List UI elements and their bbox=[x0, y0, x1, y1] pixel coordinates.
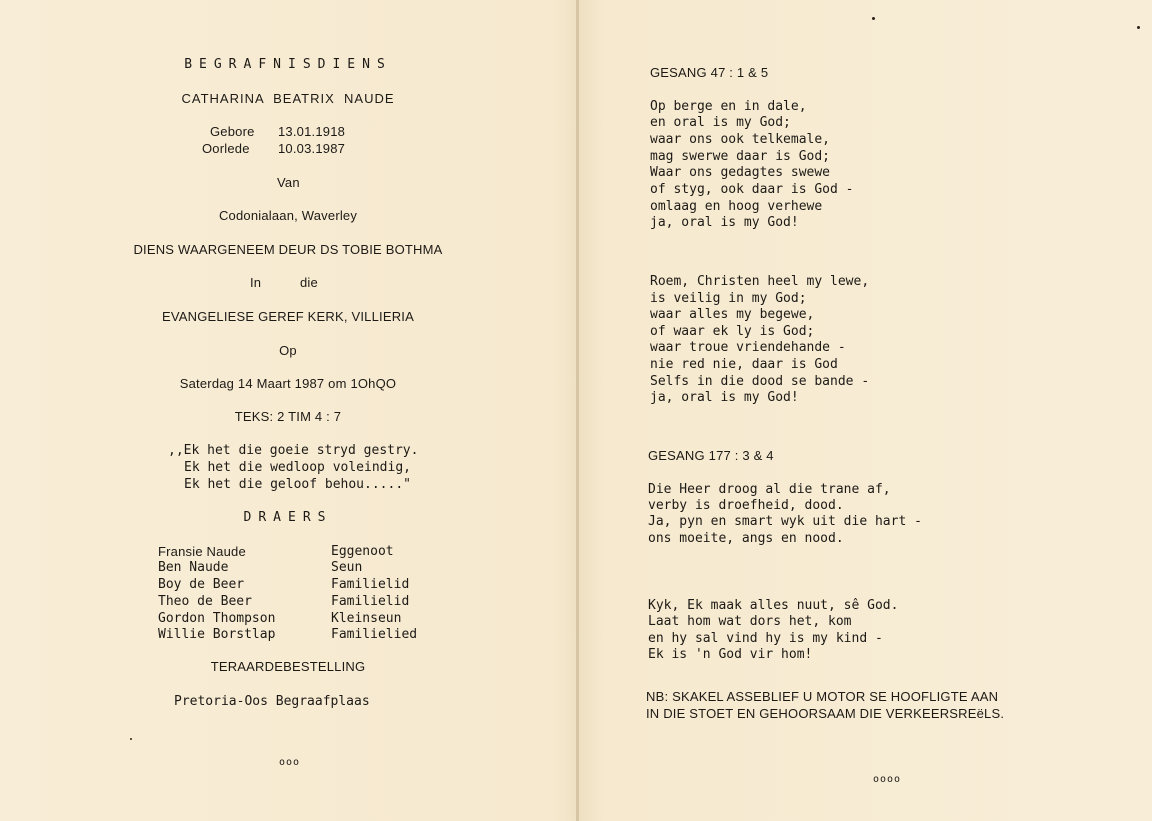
quote-line: Ek het die geloof behou....." bbox=[184, 477, 411, 492]
bearer-relation: Familielied bbox=[331, 627, 418, 642]
hymn-line: Roem, Christen heel my lewe, bbox=[650, 274, 870, 289]
scripture-reference: TEKS: 2 TIM 4 : 7 bbox=[234, 409, 342, 424]
bearer-relation: Eggenoot bbox=[331, 544, 394, 559]
end-ornament: oooo bbox=[873, 774, 902, 785]
hymn-line: ja, oral is my God! bbox=[650, 390, 799, 405]
bearer-name: Fransie Naude bbox=[158, 544, 246, 559]
notice-line: NB: SKAKEL ASSEBLIEF U MOTOR SE HOOFLIGTE AAN bbox=[646, 689, 999, 704]
born-date: 13.01.1918 bbox=[278, 124, 346, 139]
hymn-line: en hy sal vind hy is my kind - bbox=[648, 631, 883, 646]
hymn-line: Laat hom wat dors het, kom bbox=[648, 614, 852, 629]
notice-line: IN DIE STOET EN GEHOORSAAM DIE VERKEERSREëLS. bbox=[646, 706, 1005, 721]
bearer-name: Boy de Beer bbox=[158, 577, 245, 592]
hymn-line: waar alles my begewe, bbox=[650, 307, 815, 322]
quote-line: ,,Ek het die goeie stryd gestry. bbox=[168, 443, 419, 458]
hymn-line: Die Heer droog al die trane af, bbox=[648, 482, 891, 497]
bearers-title: DRAERS bbox=[243, 510, 333, 525]
hymn-line: omlaag en hoog verhewe bbox=[650, 199, 823, 214]
end-ornament: ooo bbox=[279, 757, 301, 768]
address: Codonialaan, Waverley bbox=[218, 208, 358, 223]
in-label: In bbox=[250, 275, 262, 290]
hymn-line: ons moeite, angs en nood. bbox=[648, 531, 844, 546]
die-label: die bbox=[300, 275, 318, 290]
right-page bbox=[580, 0, 1152, 821]
van-label: Van bbox=[277, 175, 300, 190]
hymn-title: GESANG 47 : 1 & 5 bbox=[650, 65, 769, 80]
hymn-line: mag swerwe daar is God; bbox=[650, 149, 831, 164]
paper-speck bbox=[872, 17, 875, 20]
quote-line: Ek het die wedloop voleindig, bbox=[184, 460, 411, 475]
born-label: Gebore bbox=[210, 124, 255, 139]
bearer-relation: Familielid bbox=[331, 594, 410, 609]
bearer-relation: Kleinseun bbox=[331, 611, 402, 626]
hymn-line: nie red nie, daar is God bbox=[650, 357, 838, 372]
service-datetime: Saterdag 14 Maart 1987 om 1OhQO bbox=[179, 376, 397, 391]
center-fold bbox=[576, 0, 579, 821]
hymn-line: ja, oral is my God! bbox=[650, 215, 799, 230]
paper-speck bbox=[1137, 26, 1140, 29]
died-date: 10.03.1987 bbox=[278, 141, 346, 156]
hymn-line: Selfs in die dood se bande - bbox=[650, 374, 870, 389]
died-label: Oorlede bbox=[202, 141, 250, 156]
hymn-line: waar troue vriendehande - bbox=[650, 340, 846, 355]
deceased-name: CATHARINA BEATRIX NAUDE bbox=[181, 91, 395, 106]
hymn-line: verby is droefheid, dood. bbox=[648, 498, 844, 513]
hymn-line: Ek is 'n God vir hom! bbox=[648, 647, 813, 662]
burial-place: Pretoria-Oos Begraafplaas bbox=[174, 694, 370, 709]
paper-speck bbox=[130, 738, 132, 740]
hymn-line: Ja, pyn en smart wyk uit die hart - bbox=[648, 514, 922, 529]
hymn-line: is veilig in my God; bbox=[650, 291, 807, 306]
service-by: DIENS WAARGENEEM DEUR DS TOBIE BOTHMA bbox=[133, 242, 443, 257]
hymn-title: GESANG 177 : 3 & 4 bbox=[648, 448, 774, 463]
burial-title: TERAARDEBESTELLING bbox=[210, 659, 366, 674]
hymn-line: en oral is my God; bbox=[650, 115, 791, 130]
hymn-line: Op berge en in dale, bbox=[650, 99, 807, 114]
hymn-line: waar ons ook telkemale, bbox=[650, 132, 831, 147]
hymn-line: of styg, ook daar is God - bbox=[650, 182, 854, 197]
bearer-relation: Seun bbox=[331, 560, 363, 575]
op-label: Op bbox=[279, 343, 297, 358]
hymn-line: Kyk, Ek maak alles nuut, sê God. bbox=[648, 598, 899, 613]
bearer-relation: Familielid bbox=[331, 577, 410, 592]
bearer-name: Ben Naude bbox=[158, 560, 229, 575]
bearer-name: Willie Borstlap bbox=[158, 627, 276, 642]
church-name: EVANGELIESE GEREF KERK, VILLIERIA bbox=[161, 309, 414, 324]
hymn-line: Waar ons gedagtes swewe bbox=[650, 165, 831, 180]
hymn-line: of waar ek ly is God; bbox=[650, 324, 815, 339]
bearer-name: Theo de Beer bbox=[158, 594, 252, 609]
bearer-name: Gordon Thompson bbox=[158, 611, 276, 626]
service-title: BEGRAFNISDIENS bbox=[184, 57, 392, 72]
